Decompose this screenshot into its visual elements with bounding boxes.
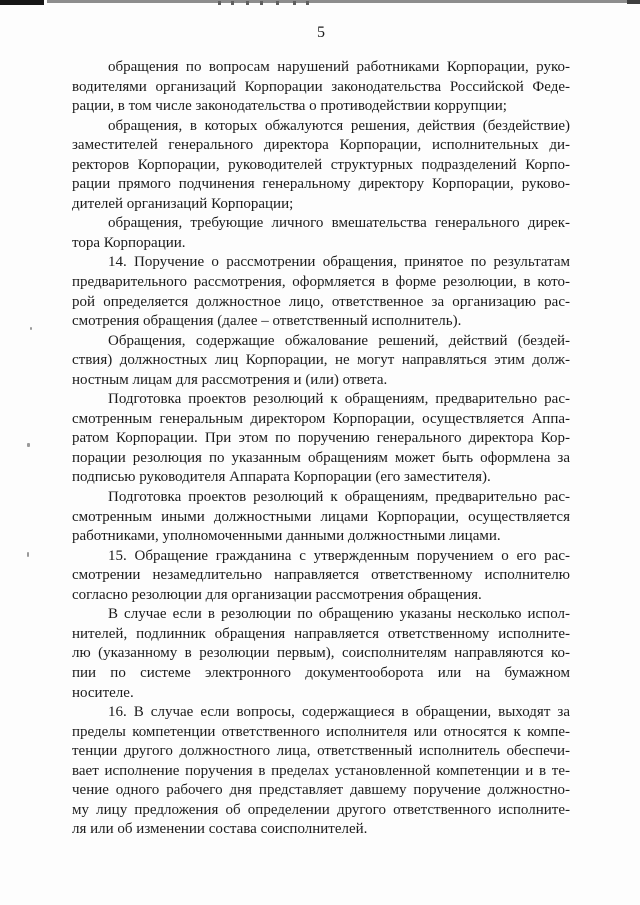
text-line: пии по системе электронного документооборота или на бумажном: [72, 664, 570, 681]
page-number-row: [72, 24, 570, 42]
text-line: ректоров Корпорации, руководителей структурных подразделений Корпо-: [72, 156, 570, 173]
paragraph: [72, 390, 570, 488]
text-line: ствия) должностных лиц Корпорации, не могут направляться этим долж-: [72, 352, 570, 369]
document-body: [72, 58, 570, 840]
text-line: Подготовка проектов резолюций к обращениям, предварительно рас-: [108, 391, 570, 408]
scan-edge-right-segment: [627, 0, 640, 4]
text-line: тенции другого должностного лица, ответственный исполнитель обеспечи-: [72, 743, 570, 760]
scan-tick: [276, 1, 279, 5]
paragraph: [72, 488, 570, 547]
text-line: ратом Корпорации. При этом по поручению генерального директора Кор-: [72, 430, 570, 447]
text-line: чение одного рабочего дня представляет давшему поручение должностно-: [72, 782, 570, 799]
text-line: обращения, требующие личного вмешательства генерального дирек-: [108, 215, 570, 232]
text-line: согласно резолюции для организации рассмотрения обращения.: [72, 586, 482, 603]
page-number: 5: [317, 24, 325, 41]
text-line: 15. Обращение гражданина с утвержденным поручением о его рас-: [108, 547, 570, 564]
text-line: порации резолюция по указанным обращениям может быть оформлена за: [72, 449, 570, 466]
paragraph: [72, 117, 570, 215]
text-line: пределы компетенции ответственного исполнителя или относятся к компе-: [72, 723, 570, 740]
paragraph: [72, 547, 570, 606]
text-line: смотренным генеральным директором Корпорации, осуществляется Аппа-: [72, 410, 570, 427]
text-line: работниками, уполномоченными данными должностными лицами.: [72, 528, 501, 545]
scan-edge-line: [47, 0, 640, 3]
text-line: смотрения обращения (далее – ответственный исполнитель).: [72, 313, 462, 330]
scan-speck: [27, 443, 30, 447]
text-line: ля или об изменении состава соисполнителей.: [72, 821, 368, 838]
scan-tick: [260, 1, 263, 5]
text-line: рации прямого подчинения генеральному директору Корпорации, руково-: [72, 176, 570, 193]
text-line: нителей, подлинник обращения направляется ответственному исполните-: [72, 625, 570, 642]
text-line: Обращения, содержащие обжалование решений, действий (бездей-: [108, 332, 570, 349]
text-line: му лицу предложения об определении другого ответственного исполните-: [72, 801, 570, 818]
text-line: тора Корпорации.: [72, 234, 186, 251]
text-line: 14. Поручение о рассмотрении обращения, принятое по результатам: [108, 254, 570, 271]
scan-speck: [27, 552, 29, 557]
paragraph: [72, 253, 570, 331]
paragraph: [72, 58, 570, 117]
text-line: подписью руководителя Аппарата Корпорации (его заместителя).: [72, 469, 491, 486]
scan-tick: [218, 1, 221, 5]
text-line: обращения, в которых обжалуются решения, действия (бездействие): [108, 117, 570, 134]
paragraph: [72, 214, 570, 253]
text-line: заместителей генерального директора Корпорации, исполнительных ди-: [72, 137, 570, 154]
scan-tick: [293, 1, 296, 5]
scan-tick: [246, 1, 249, 5]
text-line: водителями организаций Корпорации законодательства Российской Феде-: [72, 78, 570, 95]
paragraph: [72, 703, 570, 840]
text-line: лю (указанному в резолюции первым), соисполнителям направляются ко-: [72, 645, 570, 662]
paragraph: [72, 332, 570, 391]
text-line: предварительного рассмотрения, оформляется в форме резолюции, в кото-: [72, 274, 570, 291]
text-line: ностным лицам для рассмотрения и (или) ответа.: [72, 371, 388, 388]
paragraph: [72, 605, 570, 703]
text-line: 16. В случае если вопросы, содержащиеся в обращении, выходят за: [108, 704, 570, 721]
text-line: вает исполнение поручения в пределах установленной компетенции и в те-: [72, 762, 570, 779]
scan-edge-black-segment: [0, 0, 44, 5]
text-line: рой определяется должностное лицо, ответственное за организацию рас-: [72, 293, 570, 310]
scan-tick: [231, 1, 234, 5]
text-line: рации, в том числе законодательства о противодействии коррупции;: [72, 98, 507, 115]
text-line: смотренным иными должностными лицами Корпорации, осуществляется: [72, 508, 570, 525]
scan-speck: [30, 327, 32, 330]
scan-tick: [306, 1, 309, 5]
text-line: Подготовка проектов резолюций к обращениям, предварительно рас-: [108, 489, 570, 506]
text-line: обращения по вопросам нарушений работниками Корпорации, руко-: [108, 59, 570, 75]
text-line: носителе.: [72, 684, 134, 701]
text-line: смотрении незамедлительно направляется ответственному исполнителю: [72, 567, 570, 584]
text-line: дителей организаций Корпорации;: [72, 195, 294, 212]
text-line: В случае если в резолюции по обращению указаны несколько испол-: [108, 606, 570, 623]
